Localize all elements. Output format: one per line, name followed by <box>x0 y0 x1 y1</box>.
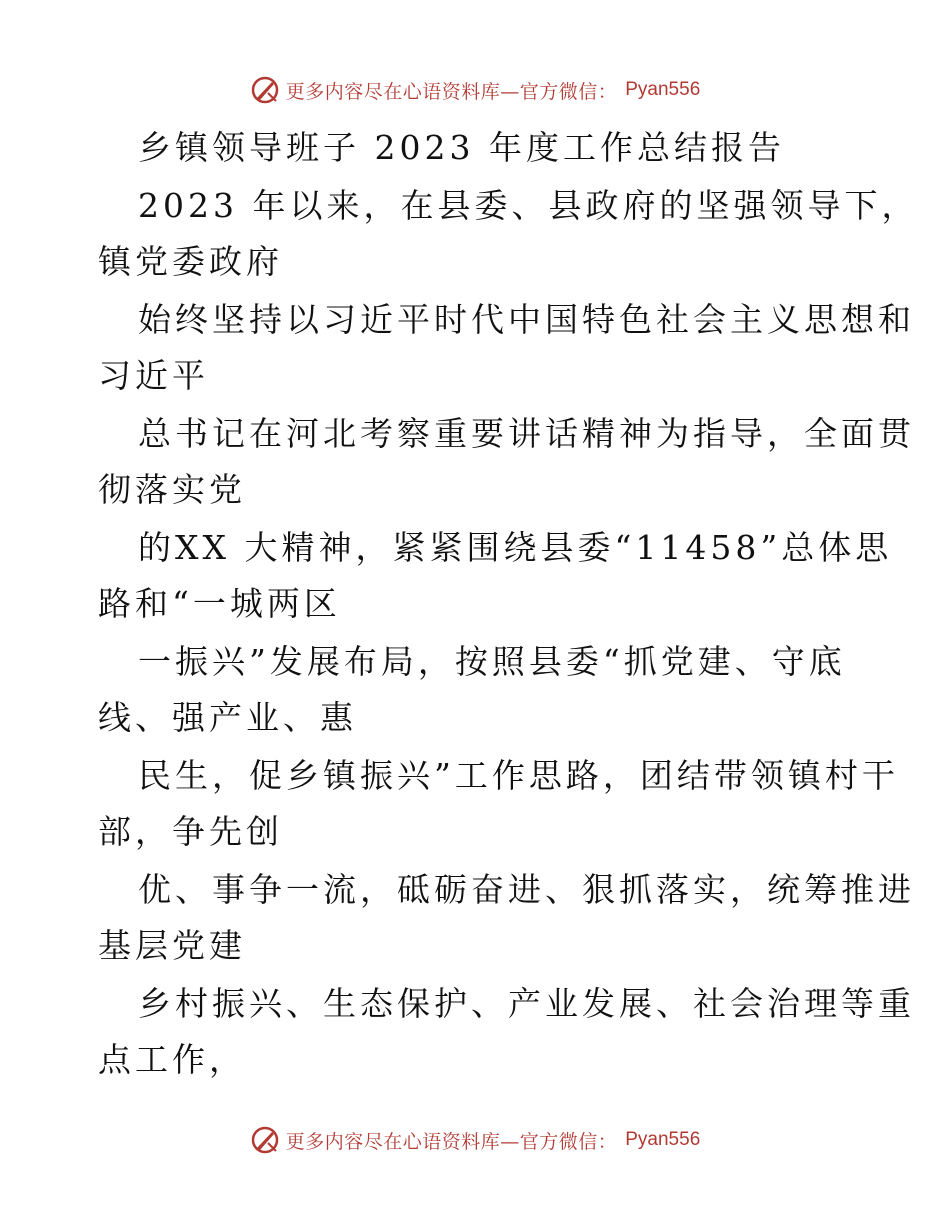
watermark-text: 更多内容尽在心语资料库—官方微信： <box>285 1130 618 1153</box>
document-title: 乡镇领导班子 2023 年度工作总结报告 <box>138 128 785 167</box>
paragraph-line: 基层党建 <box>98 926 246 965</box>
paragraph-line: 线、强产业、惠 <box>98 698 357 737</box>
paragraph-line: 始终坚持以习近平时代中国特色社会主义思想和 <box>138 300 915 339</box>
watermark-wechat-id: Pyan556 <box>625 79 701 100</box>
paragraph-line: 镇党委政府 <box>98 242 283 281</box>
paragraph-line: 民生，促乡镇振兴”工作思路，团结带领镇村干 <box>138 756 899 795</box>
paragraph-line: 点工作， <box>98 1040 246 1079</box>
paragraph-line: 一振兴”发展布局，按照县委“抓党建、守底 <box>138 642 846 681</box>
paragraph-line: 乡村振兴、生态保护、产业发展、社会治理等重 <box>138 984 915 1023</box>
paragraph-line: 彻落实党 <box>98 470 246 509</box>
watermark-banner-top <box>0 70 950 110</box>
watermark-text: 更多内容尽在心语资料库—官方微信： <box>285 80 618 103</box>
quill-logo-icon <box>250 75 280 105</box>
paragraph-line: 路和“一城两区 <box>98 584 341 623</box>
paragraph-line: 2023 年以来，在县委、县政府的坚强领导下， <box>138 186 919 225</box>
watermark-banner-bottom <box>0 1120 950 1160</box>
watermark-wechat-id: Pyan556 <box>625 1129 701 1150</box>
paragraph-line: 总书记在河北考察重要讲话精神为指导，全面贯 <box>138 414 915 453</box>
paragraph-line: 习近平 <box>98 356 209 395</box>
quill-logo-icon <box>250 1125 280 1155</box>
paragraph-line: 优、事争一流，砥砺奋进、狠抓落实，统筹推进 <box>138 870 915 909</box>
paragraph-line: 部，争先创 <box>98 812 283 851</box>
paragraph-line: 的XX 大精神，紧紧围绕县委“11458”总体思 <box>138 528 893 567</box>
